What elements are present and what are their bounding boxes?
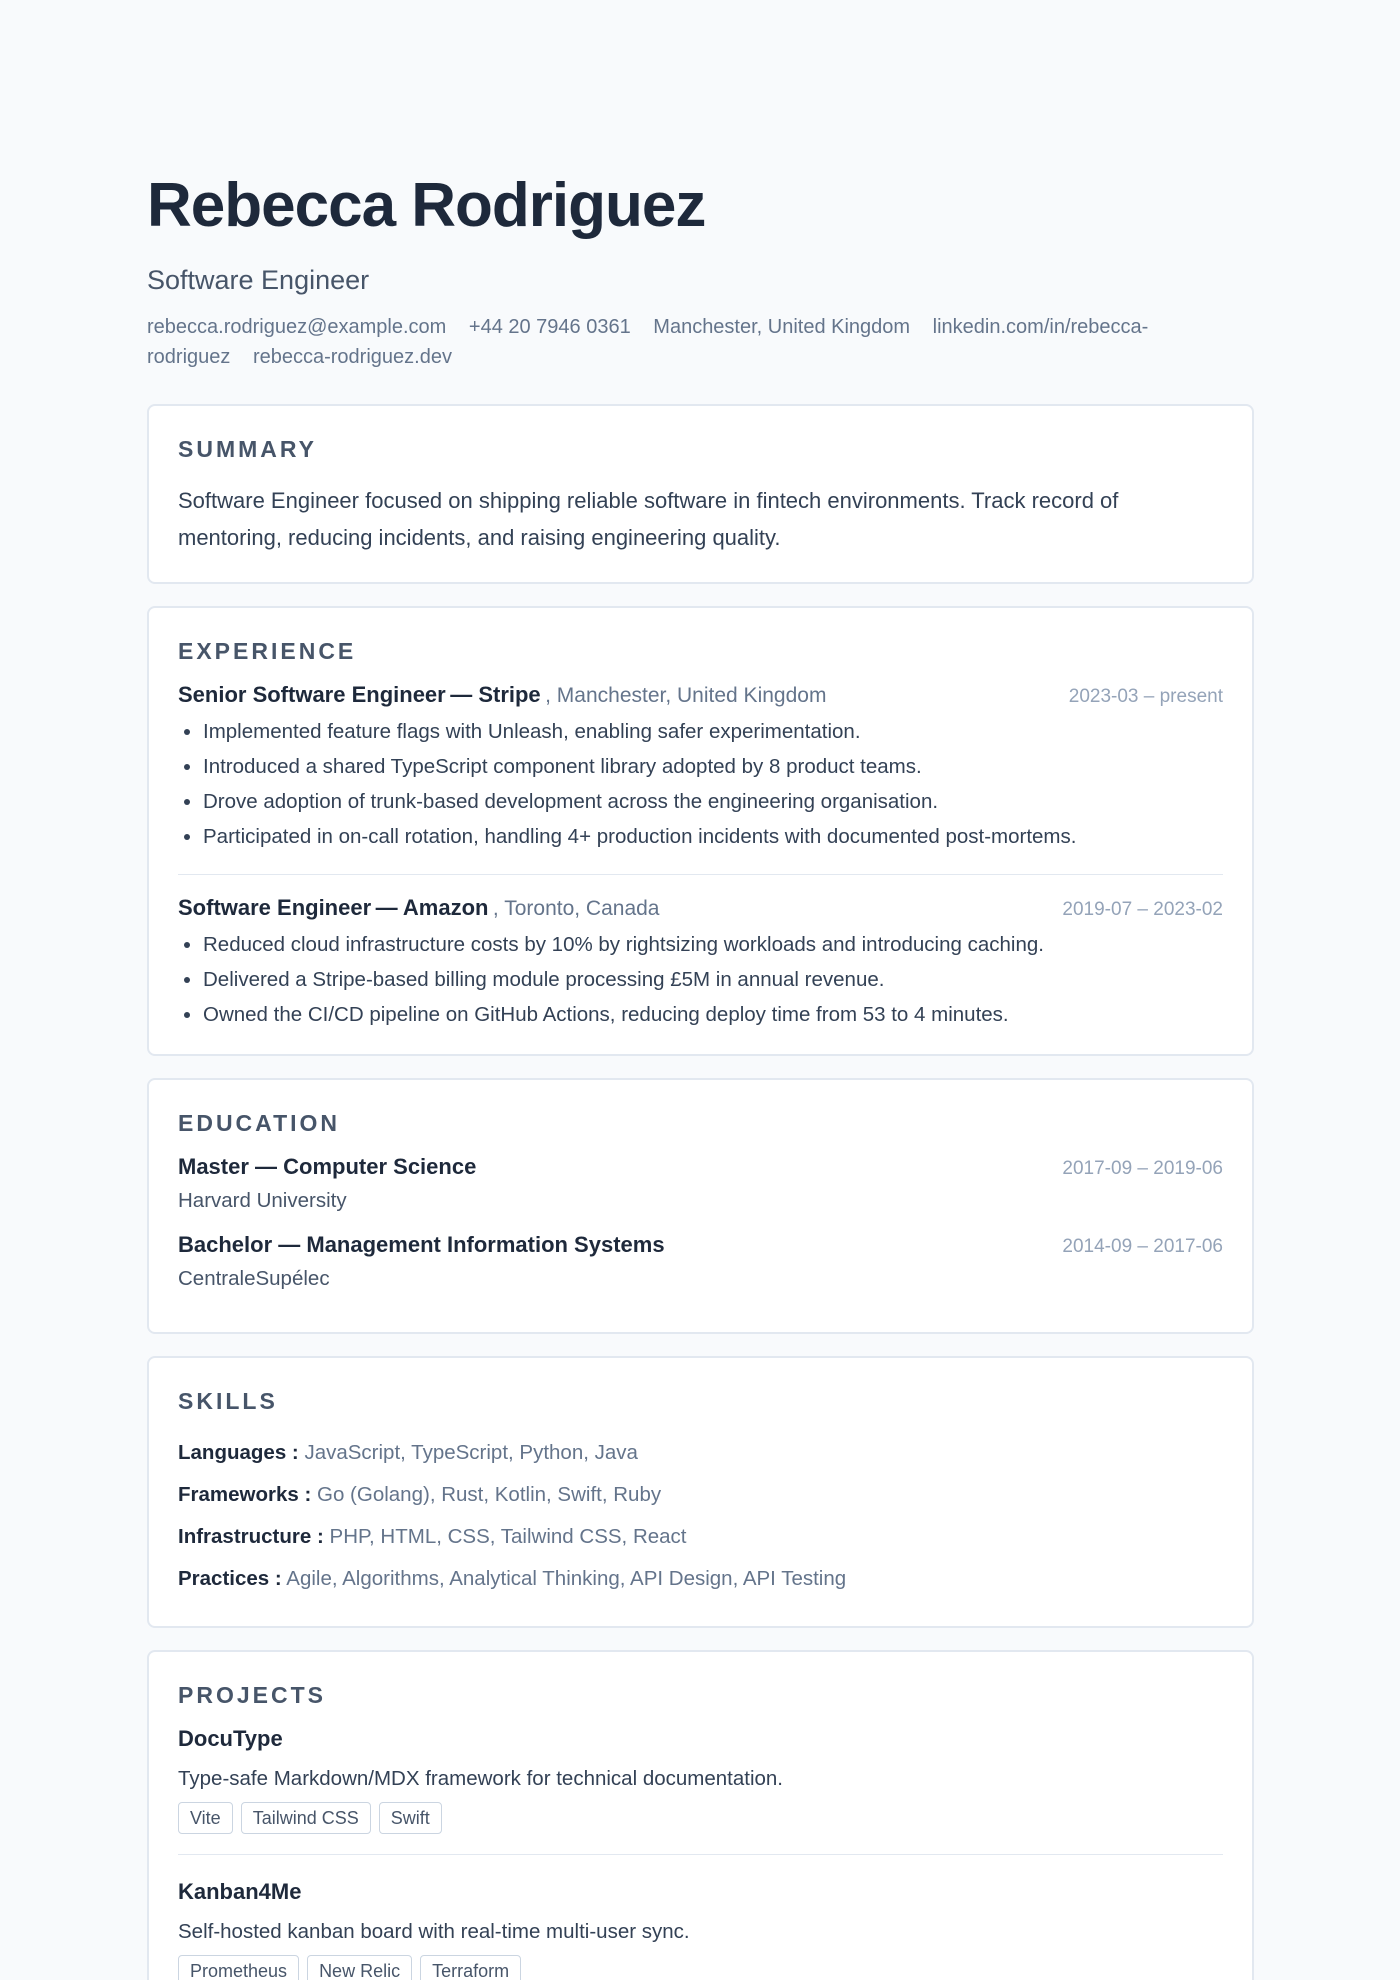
- education-school: Harvard University: [178, 1189, 347, 1212]
- project-description: Type-safe Markdown/MDX framework for technical documentation.: [178, 1767, 784, 1790]
- job-bullet: • Participated in on-call rotation, handling 4+ production incidents with documented post-mortems.: [203, 819, 1223, 854]
- education-degree: Master — Computer Science: [178, 1154, 477, 1179]
- job-dates: 2019-07 – 2023-02: [1062, 899, 1223, 920]
- skill-group-values: Agile, Algorithms, Analytical Thinking, API Design, API Testing: [286, 1567, 847, 1590]
- project-description: Self-hosted kanban board with real-time multi-user sync.: [178, 1920, 690, 1943]
- contact-website[interactable]: rebecca-rodriguez.dev: [252, 346, 452, 368]
- contact-line: [147, 312, 1157, 372]
- skills-section: [147, 1356, 1254, 1628]
- skill-group-label: Infrastructure :: [178, 1525, 324, 1548]
- job-location: , Toronto, Canada: [492, 897, 660, 920]
- project-entry: [178, 1710, 1223, 1834]
- skill-group: [178, 1474, 1223, 1516]
- contact-phone[interactable]: +44 20 7946 0361: [468, 316, 631, 338]
- education-dates: 2017-09 – 2019-06: [1062, 1158, 1223, 1179]
- summary-text: Software Engineer focused on shipping reliable software in fintech environments. Track record of mentoring, reducing incidents, and raising engineering quality.: [178, 488, 1119, 550]
- skill-group: [178, 1558, 1223, 1600]
- project-tag: Prometheus: [178, 1955, 299, 1980]
- skill-group-label: Languages :: [178, 1441, 299, 1464]
- job-bullet: • Implemented feature flags with Unleash, enabling safer experimentation.: [203, 714, 1223, 749]
- project-tag: Terraform: [420, 1955, 521, 1980]
- skills-title: SKILLS: [178, 1388, 278, 1414]
- projects-section: [147, 1650, 1254, 1980]
- job-bullets: [178, 714, 1223, 854]
- contact-linkedin[interactable]: linkedin.com/in/rebecca-rodriguez: [147, 316, 1149, 368]
- job-location: , Manchester, United Kingdom: [545, 684, 827, 707]
- job-company: Stripe: [478, 682, 541, 707]
- project-tag: Tailwind CSS: [241, 1802, 371, 1834]
- job-bullet: • Drove adoption of trunk-based development across the engineering organisation.: [203, 784, 1223, 819]
- candidate-headline: Software Engineer: [147, 265, 370, 295]
- education-dates: 2014-09 – 2017-06: [1062, 1236, 1223, 1257]
- job-dates: 2023-03 – present: [1068, 686, 1223, 707]
- skill-group-values: PHP, HTML, CSS, Tailwind CSS, React: [329, 1525, 687, 1548]
- experience-section: [147, 606, 1254, 1056]
- project-tag: New Relic: [307, 1955, 412, 1980]
- contact-email[interactable]: rebecca.rodriguez@example.com: [147, 316, 447, 338]
- job-role: Software Engineer: [178, 895, 372, 920]
- skills-list: [178, 1432, 1223, 1600]
- education-section: [147, 1078, 1254, 1334]
- education-degree: Bachelor — Management Information Systems: [178, 1232, 665, 1257]
- education-entry: [178, 1154, 1223, 1216]
- project-tag: Swift: [379, 1802, 442, 1834]
- job-bullet: • Owned the CI/CD pipeline on GitHub Actions, reducing deploy time from 53 to 4 minutes.: [203, 997, 1223, 1032]
- skill-group-label: Practices :: [178, 1567, 282, 1590]
- skill-group-values: Go (Golang), Rust, Kotlin, Swift, Ruby: [317, 1483, 662, 1506]
- experience-title: EXPERIENCE: [178, 638, 357, 664]
- project-tag: Vite: [178, 1802, 233, 1834]
- job-entry: Software Engineer — Amazon , Toronto, Canada 2019-07 – 2023-02 • Reduced cloud infrastructure costs by 10% by rightsizing workloads and introducing caching. • Delivered a Stripe-based billing module processing £5M in annual revenue. • Owned the CI/CD pipeline on GitHub Actions, reducing deploy time from 53 to 4 minutes.: [178, 874, 1223, 1032]
- project-name: DocuType: [178, 1726, 283, 1751]
- skill-group-values: JavaScript, TypeScript, Python, Java: [304, 1441, 638, 1464]
- project-tags: [178, 1955, 1223, 1980]
- summary-title: SUMMARY: [178, 436, 317, 462]
- projects-title: PROJECTS: [178, 1682, 326, 1708]
- education-school: CentraleSupélec: [178, 1267, 330, 1290]
- job-entry: Senior Software Engineer — Stripe , Manchester, United Kingdom 2023-03 – present • Implemented feature flags with Unleash, enabling safer experimentation. • Introduced a shared TypeScript component library adopted by 8 product teams. • Drove adoption of trunk-based development across the engineering organisation. • Participated in on-call rotation, handling 4+ production incidents with documented post-mortems.: [178, 666, 1223, 854]
- education-title: EDUCATION: [178, 1110, 341, 1136]
- job-bullet: • Reduced cloud infrastructure costs by 10% by rightsizing workloads and introducing caching.: [203, 927, 1223, 962]
- project-name: Kanban4Me: [178, 1879, 302, 1904]
- skill-group: [178, 1516, 1223, 1558]
- project-tags: [178, 1802, 1223, 1834]
- education-entry: [178, 1232, 1223, 1294]
- skill-group: [178, 1432, 1223, 1474]
- project-entry: [178, 1854, 1223, 1980]
- job-company: Amazon: [402, 895, 489, 920]
- job-bullet: • Introduced a shared TypeScript component library adopted by 8 product teams.: [203, 749, 1223, 784]
- job-bullet: • Delivered a Stripe-based billing module processing £5M in annual revenue.: [203, 962, 1223, 997]
- job-role: Senior Software Engineer: [178, 682, 446, 707]
- job-bullets: [178, 927, 1223, 1032]
- skill-group-label: Frameworks :: [178, 1483, 312, 1506]
- resume-sections: [147, 404, 1254, 1980]
- contact-location: Manchester, United Kingdom: [653, 316, 911, 338]
- summary-section: [147, 404, 1254, 584]
- candidate-name: Rebecca Rodriguez: [147, 171, 706, 240]
